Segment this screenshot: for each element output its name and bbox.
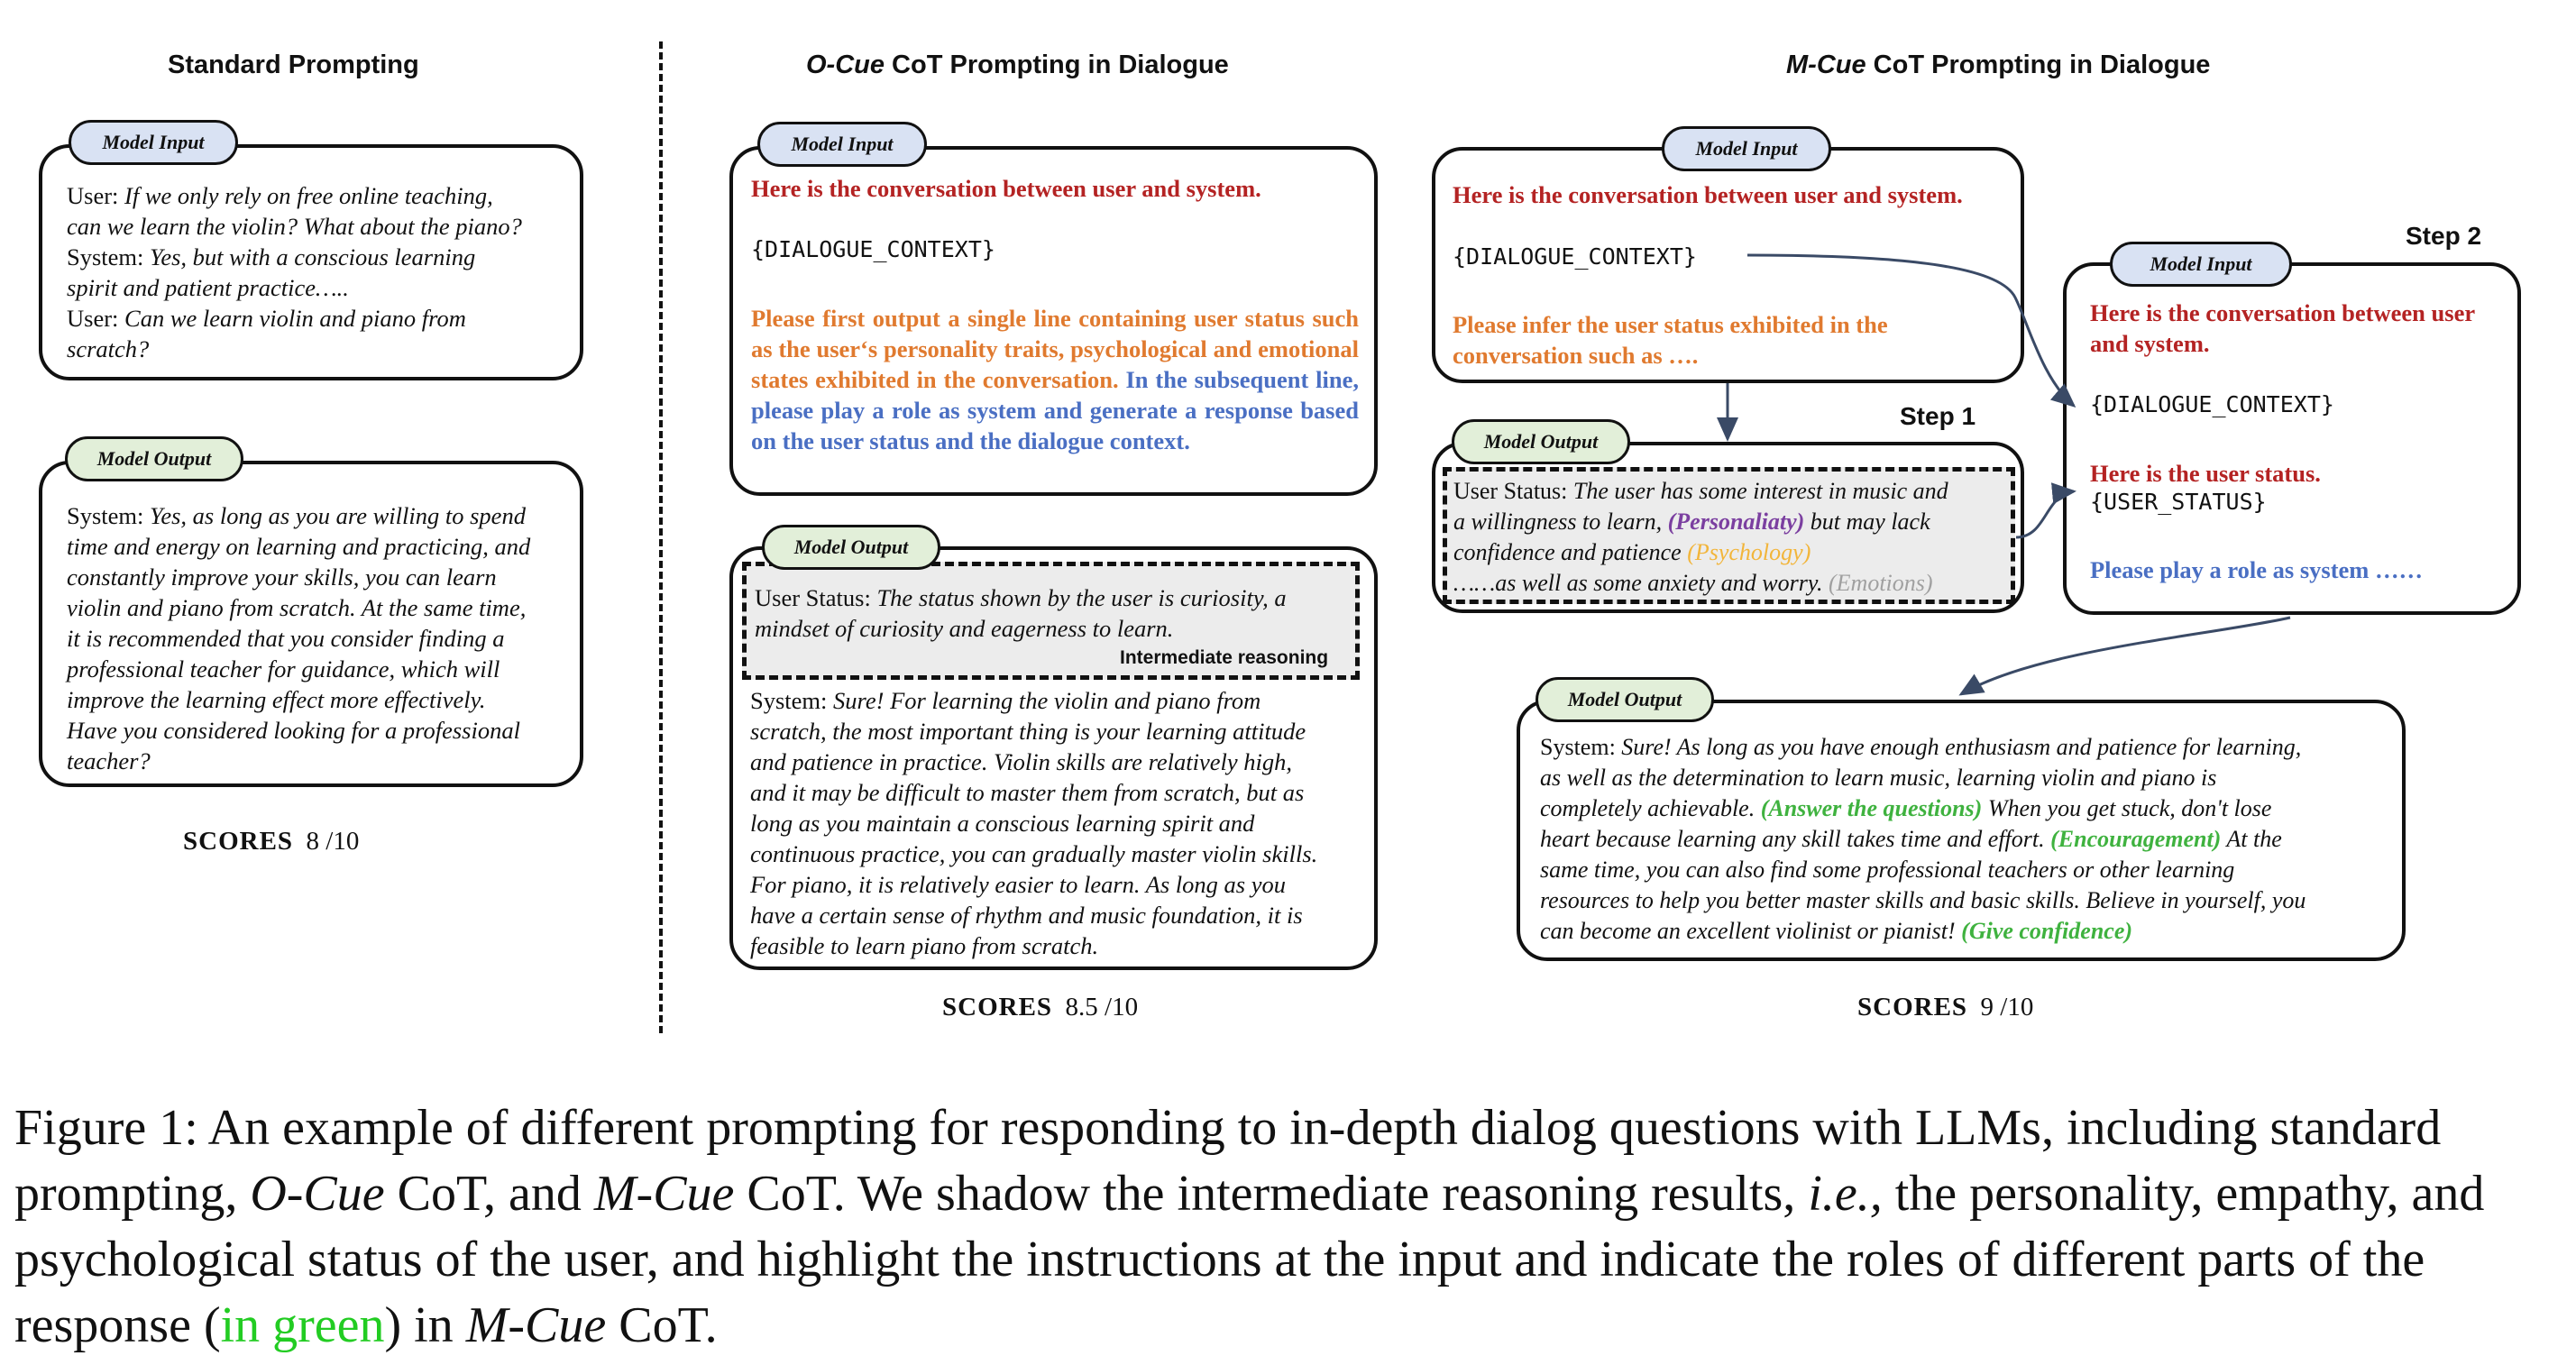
response-line — [67, 715, 572, 746]
mcue-input1-context: {DIALOGUE_CONTEXT} — [1453, 243, 1697, 270]
ocue-title-rest: CoT Prompting in Dialogue — [885, 50, 1229, 79]
mcue-panel-title — [1786, 50, 2210, 80]
status-instruction: Please first output a single line containing user status such as the user‘s personality traits, psychological and emotional states exhibited in the conversation. — [751, 305, 1359, 393]
response-line — [1540, 885, 2397, 916]
response-text: Yes, as long as you are willing to spend — [150, 502, 526, 529]
mcue-output2-tag: Model Output — [1536, 677, 1714, 722]
caption-ie: i.e., — [1808, 1166, 1883, 1222]
ocue-output-tag: Model Output — [762, 525, 940, 570]
confidence-role-tag: (Give confidence) — [1961, 918, 2133, 944]
response-text: time and energy on learning and practicing, and — [67, 533, 531, 560]
score-label: SCORES — [942, 993, 1053, 1021]
response-text: improve the learning effect more effectively. — [67, 686, 486, 713]
intermediate-reasoning-label: Intermediate reasoning — [1120, 647, 1329, 668]
response-text: constantly improve your skills, you can learn — [67, 563, 497, 591]
ocue-user-status — [755, 582, 1345, 644]
figure-caption — [14, 1095, 2566, 1359]
role-instruction: In the subsequent line, please play a role as system and generate a response based on the user status and the dialogue context. — [751, 366, 1359, 454]
response-line — [750, 900, 1372, 930]
ocue-context-placeholder: {DIALOGUE_CONTEXT} — [751, 236, 995, 262]
step1-label: Step 1 — [1900, 402, 1976, 430]
response-text: heart because learning any skill takes time and effort. — [1540, 826, 2051, 852]
response-line — [1540, 793, 2397, 824]
step2-output-arrow — [1961, 618, 2290, 694]
mcue-score — [1857, 993, 2033, 1022]
response-text: Sure! As long as you have enough enthusiasm and patience for learning, — [1621, 734, 2302, 760]
status-text: The status shown by the user is curiosity, a mindset of curiosity and eagerness to learn. — [755, 584, 1287, 642]
standard-input-tag: Model Input — [69, 120, 238, 165]
response-line — [750, 716, 1372, 747]
response-text: Have you considered looking for a professional — [67, 717, 520, 744]
caption-text: CoT. — [606, 1297, 718, 1353]
response-text: teacher? — [67, 747, 151, 774]
caption-text: An example of different prompting for responding to in-depth dialog questions with LLMs, including standard prompting, — [14, 1100, 2442, 1222]
response-line — [67, 684, 572, 715]
mcue-final-response — [1540, 732, 2397, 947]
response-text: professional teacher for guidance, which will — [67, 655, 500, 682]
caption-label: Figure 1: — [14, 1100, 198, 1156]
response-line — [750, 685, 1372, 716]
ocue-system-response — [750, 685, 1372, 961]
response-text: have a certain sense of rhythm and music foundation, it is — [750, 902, 1303, 929]
response-line — [750, 838, 1372, 869]
response-text: resources to help you better master skills and basic skills. Believe in yourself, you — [1540, 887, 2306, 913]
mcue-title-rest: CoT Prompting in Dialogue — [1866, 50, 2211, 79]
response-line — [67, 654, 572, 684]
speaker: User: — [67, 182, 125, 209]
utterance: Can we learn violin and piano from — [124, 305, 466, 332]
mcue-input1-tag: Model Input — [1662, 126, 1831, 171]
instruction-line: conversation such as …. — [1453, 342, 1699, 369]
score-label: SCORES — [183, 827, 294, 856]
standard-score — [183, 827, 359, 857]
response-line — [67, 531, 572, 562]
dialogue-line — [67, 180, 572, 211]
response-text: and it may be difficult to master them from scratch, but as — [750, 779, 1305, 806]
response-line — [67, 746, 572, 776]
dialogue-line — [67, 334, 572, 364]
mcue-title-italic: M-Cue — [1786, 50, 1866, 79]
utterance: can we learn the violin? What about the piano? — [67, 213, 522, 240]
response-text: feasible to learn piano from scratch. — [750, 932, 1099, 959]
response-line — [750, 808, 1372, 838]
response-text: as well as the determination to learn music, learning violin and piano is — [1540, 765, 2217, 791]
mcue-output1-tag: Model Output — [1452, 419, 1630, 464]
psychology-tag: (Psychology) — [1687, 539, 1811, 565]
step2-label: Step 2 — [2406, 222, 2482, 250]
instruction-line: and system. — [2090, 330, 2210, 357]
caption-ocue: O-Cue — [250, 1166, 385, 1222]
instruction-intro: Here is the conversation between user and system. — [751, 175, 1261, 202]
ocue-input-tag: Model Input — [757, 122, 927, 167]
speaker: System: — [67, 502, 151, 529]
status-label: User Status: — [755, 584, 877, 611]
caption-text: CoT, and — [384, 1166, 594, 1222]
response-line — [750, 930, 1372, 961]
standard-input-text — [67, 180, 572, 364]
response-line — [67, 500, 572, 531]
status-line — [1453, 476, 2012, 507]
score-label: SCORES — [1857, 993, 1968, 1021]
utterance: scratch? — [67, 335, 150, 362]
response-line — [1540, 763, 2397, 793]
response-text: scratch, the most important thing is your learning attitude — [750, 718, 1306, 745]
status-text: ……as well as some anxiety and worry. — [1453, 570, 1829, 596]
status-line — [1453, 568, 2012, 599]
response-line — [67, 592, 572, 623]
score-value: 8 /10 — [306, 827, 360, 856]
mcue-input2-role — [2090, 554, 2514, 585]
status-label: User Status: — [1453, 478, 1573, 504]
response-line — [1540, 855, 2397, 885]
mcue-input2-status-placeholder: {USER_STATUS} — [2090, 489, 2267, 515]
caption-text: CoT. We shadow the intermediate reasoning results, — [734, 1166, 1809, 1222]
utterance: Yes, but with a conscious learning — [150, 243, 476, 270]
response-text: Sure! For learning the violin and piano from — [833, 687, 1261, 714]
response-line — [67, 623, 572, 654]
response-text: At the — [2221, 826, 2282, 852]
utterance: spirit and patient practice….. — [67, 274, 349, 301]
mcue-input1-instruction — [1453, 309, 2021, 371]
mcue-input2-intro — [2090, 298, 2514, 359]
response-line — [750, 869, 1372, 900]
speaker: System: — [750, 687, 834, 714]
response-line — [1540, 824, 2397, 855]
status-line — [1453, 537, 2012, 568]
instruction-line: Please infer the user status exhibited in the — [1453, 311, 1888, 338]
response-text: For piano, it is relatively easier to learn. As long as you — [750, 871, 1286, 898]
mcue-input2-tag: Model Input — [2110, 242, 2292, 287]
mcue-user-status — [1453, 476, 2012, 599]
response-line — [67, 562, 572, 592]
status-text: a willingness to learn, — [1453, 508, 1668, 535]
status-intro: Here is the user status. — [2090, 460, 2321, 487]
caption-mcue: M-Cue — [593, 1166, 735, 1222]
role-instruction: Please play a role as system …… — [2090, 556, 2423, 583]
speaker: User: — [67, 305, 125, 332]
mcue-input2-context: {DIALOGUE_CONTEXT} — [2090, 391, 2334, 417]
score-value: 9 /10 — [1980, 993, 2034, 1021]
encouragement-role-tag: (Encouragement) — [2050, 826, 2222, 852]
answer-role-tag: (Answer the questions) — [1760, 795, 1983, 821]
caption-mcue: M-Cue — [465, 1297, 607, 1353]
status-text: but may lack — [1804, 508, 1930, 535]
caption-green-highlight: in green — [220, 1297, 385, 1353]
personality-tag: (Personaliaty) — [1667, 508, 1805, 535]
ocue-score — [942, 993, 1138, 1022]
standard-output-tag: Model Output — [65, 436, 243, 481]
response-text: completely achievable. — [1540, 795, 1761, 821]
standard-output-text — [67, 500, 572, 776]
status-text: confidence and patience — [1453, 539, 1688, 565]
mcue-input1-intro — [1453, 179, 2021, 210]
caption-text: ) in — [384, 1297, 466, 1353]
response-line — [1540, 916, 2397, 947]
emotions-tag: (Emotions) — [1829, 570, 1933, 596]
response-text: can become an excellent violinist or pianist! — [1540, 918, 1962, 944]
score-value: 8.5 /10 — [1065, 993, 1139, 1021]
instruction-intro: Here is the conversation between user and system. — [1453, 181, 1963, 208]
response-text: long as you maintain a conscious learning spirit and — [750, 810, 1255, 837]
dialogue-line — [67, 272, 572, 303]
dialogue-line — [67, 303, 572, 334]
speaker: System: — [1540, 734, 1622, 760]
mcue-input2-status-intro — [2090, 458, 2514, 489]
response-line — [1540, 732, 2397, 763]
panel-separator — [659, 41, 663, 1033]
ocue-title-italic: O-Cue — [806, 50, 885, 79]
response-text: it is recommended that you consider finding a — [67, 625, 505, 652]
response-text: violin and piano from scratch. At the same time, — [67, 594, 527, 621]
response-text: and patience in practice. Violin skills are relatively high, — [750, 748, 1293, 775]
response-text: continuous practice, you can gradually master violin skills. — [750, 840, 1318, 867]
utterance: If we only rely on free online teaching, — [124, 182, 493, 209]
dialogue-line — [67, 211, 572, 242]
speaker: System: — [67, 243, 151, 270]
instruction-line: Here is the conversation between user — [2090, 299, 2476, 326]
standard-panel-title: Standard Prompting — [168, 50, 419, 79]
response-text: same time, you can also find some professional teachers or other learning — [1540, 857, 2235, 883]
ocue-panel-title — [806, 50, 1229, 80]
status-line — [1453, 507, 2012, 537]
status-text: The user has some interest in music and — [1572, 478, 1948, 504]
response-text: When you get stuck, don't lose — [1982, 795, 2272, 821]
dialogue-line — [67, 242, 572, 272]
response-line — [750, 777, 1372, 808]
caption-text: the personality, empathy, and psychological status of the user, and highlight the instructions at the input and indicate the roles of different parts of the response ( — [14, 1166, 2485, 1353]
response-line — [750, 747, 1372, 777]
ocue-input-intro — [751, 173, 1364, 204]
ocue-instruction — [751, 303, 1359, 456]
